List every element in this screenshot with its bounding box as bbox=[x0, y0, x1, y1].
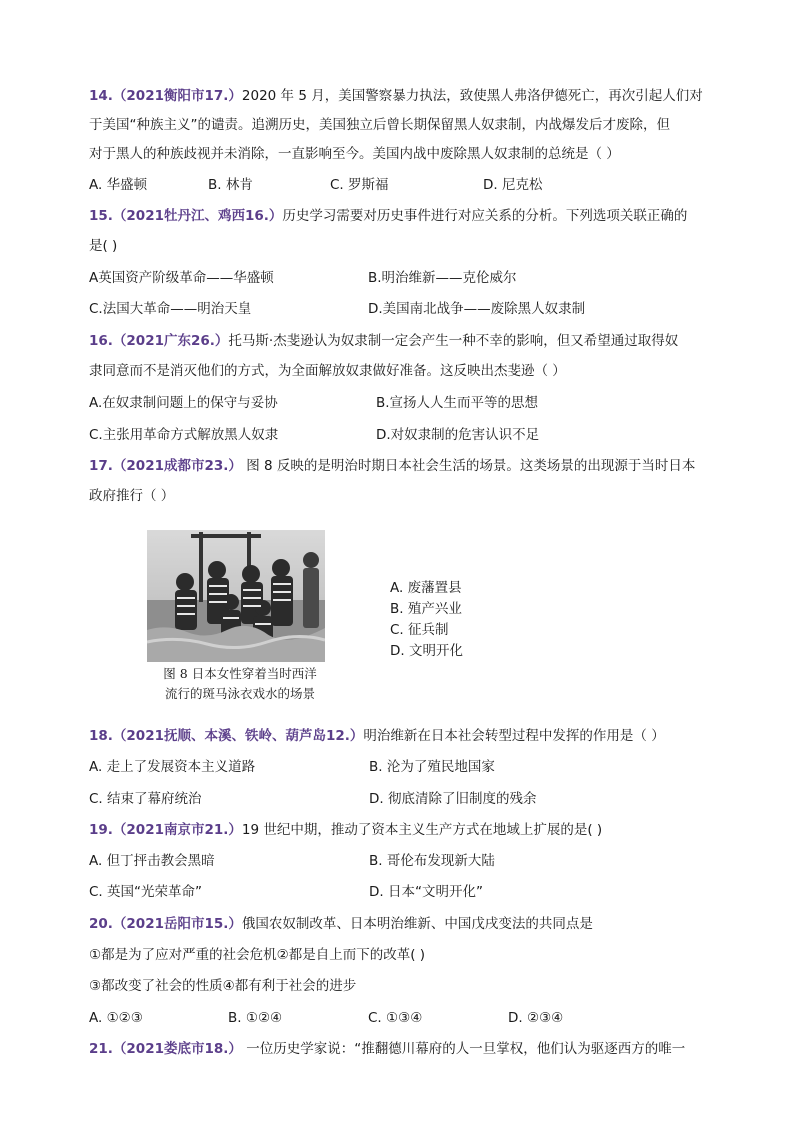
historical-photo-icon bbox=[147, 530, 325, 662]
q18-source: 18.（2021抚顺、本溪、铁岭、葫芦岛12.） bbox=[89, 728, 364, 744]
q16-source: 16.（2021广东26.） bbox=[89, 333, 229, 349]
q15-option-d[interactable]: D.美国南北战争——废除黑人奴隶制 bbox=[368, 301, 586, 317]
q15-source: 15.（2021牡丹江、鸡西16.） bbox=[89, 208, 283, 224]
q15-option-a[interactable]: A英国资产阶级革命——华盛顿 bbox=[89, 270, 274, 286]
q15-option-b[interactable]: B.明治维新——克伦威尔 bbox=[368, 270, 517, 286]
q17-line2: 政府推行（ ） bbox=[89, 488, 175, 504]
q20-line1: 20.（2021岳阳市15.）俄国农奴制改革、日本明治维新、中国戊戌变法的共同点是 bbox=[89, 916, 593, 932]
q18-option-b[interactable]: B. 沦为了殖民地国家 bbox=[369, 759, 495, 775]
q17-option-d[interactable]: D. 文明开化 bbox=[390, 643, 463, 659]
q19-option-b[interactable]: B. 哥伦布发现新大陆 bbox=[369, 853, 495, 869]
q18-line1: 18.（2021抚顺、本溪、铁岭、葫芦岛12.）明治维新在日本社会转型过程中发挥的作用是（ ） bbox=[89, 728, 665, 744]
q20-source: 20.（2021岳阳市15.） bbox=[89, 916, 242, 932]
q18-option-c[interactable]: C. 结束了幕府统治 bbox=[89, 791, 202, 807]
q19-line1: 19.（2021南京市21.）19 世纪中期，推动了资本主义生产方式在地域上扩展的是( ) bbox=[89, 822, 603, 838]
q15-option-c[interactable]: C.法国大革命——明治天皇 bbox=[89, 301, 252, 317]
q17-line1: 17.（2021成都市23.） 图 8 反映的是明治时期日本社会生活的场景。这类场景的出现源于当时日本 bbox=[89, 458, 696, 474]
q16-option-c[interactable]: C.主张用革命方式解放黑人奴隶 bbox=[89, 427, 279, 443]
q17-option-c[interactable]: C. 征兵制 bbox=[390, 622, 449, 638]
q20-option-b[interactable]: B. ①②④ bbox=[228, 1010, 283, 1026]
q20-option-d[interactable]: D. ②③④ bbox=[508, 1010, 564, 1026]
q20-line2: ①都是为了应对严重的社会危机②都是自上而下的改革( ) bbox=[89, 947, 426, 963]
q19-option-a[interactable]: A. 但丁抨击教会黑暗 bbox=[89, 853, 215, 869]
q19-option-d[interactable]: D. 日本“文明开化” bbox=[369, 884, 483, 900]
q19-source: 19.（2021南京市21.） bbox=[89, 822, 242, 838]
q17-source: 17.（2021成都市23.） bbox=[89, 458, 242, 474]
q14-line2: 于美国“种族主义”的谴责。追溯历史，美国独立后曾长期保留黑人奴隶制，内战爆发后才废除，但 bbox=[89, 117, 670, 133]
q16-option-b[interactable]: B.宣扬人人生而平等的思想 bbox=[376, 395, 539, 411]
q15-line2: 是( ) bbox=[89, 238, 118, 254]
q20-option-a[interactable]: A. ①②③ bbox=[89, 1010, 143, 1026]
figure-8-photo bbox=[147, 530, 325, 662]
q18-option-d[interactable]: D. 彻底清除了旧制度的残余 bbox=[369, 791, 537, 807]
q16-option-d[interactable]: D.对奴隶制的危害认识不足 bbox=[376, 427, 540, 443]
q14-line3: 对于黑人的种族歧视并未消除，一直影响至今。美国内战中废除黑人奴隶制的总统是（ ） bbox=[89, 146, 620, 162]
q16-option-a[interactable]: A.在奴隶制问题上的保守与妥协 bbox=[89, 395, 278, 411]
q14-source: 14.（2021衡阳市17.） bbox=[89, 88, 242, 104]
q17-option-b[interactable]: B. 殖产兴业 bbox=[390, 601, 462, 617]
q14-line1: 14.（2021衡阳市17.）2020 年 5 月，美国警察暴力执法，致使黑人弗洛伊德死亡，再次引起人们对 bbox=[89, 88, 703, 104]
q14-option-a[interactable]: A. 华盛顿 bbox=[89, 177, 148, 193]
q21-source: 21.（2021娄底市18.） bbox=[89, 1041, 242, 1057]
q16-line1: 16.（2021广东26.）托马斯·杰斐逊认为奴隶制一定会产生一种不幸的影响，但又希望通过取得奴 bbox=[89, 333, 679, 349]
q14-option-c[interactable]: C. 罗斯福 bbox=[330, 177, 389, 193]
q14-option-b[interactable]: B. 林肯 bbox=[208, 177, 253, 193]
q17-option-a[interactable]: A. 废藩置县 bbox=[390, 580, 462, 596]
q18-option-a[interactable]: A. 走上了发展资本主义道路 bbox=[89, 759, 256, 775]
q15-line1: 15.（2021牡丹江、鸡西16.）历史学习需要对历史事件进行对应关系的分析。下列选项关联正确的 bbox=[89, 208, 688, 224]
q20-option-c[interactable]: C. ①③④ bbox=[368, 1010, 423, 1026]
q20-line3: ③都改变了社会的性质④都有利于社会的进步 bbox=[89, 978, 357, 994]
figure-caption: 图 8 日本女性穿着当时西洋 流行的斑马泳衣戏水的场景 bbox=[163, 666, 317, 701]
q14-option-d[interactable]: D. 尼克松 bbox=[483, 177, 543, 193]
q21-line1: 21.（2021娄底市18.） 一位历史学家说：“推翻德川幕府的人一旦掌权，他们认为驱逐西方的唯一 bbox=[89, 1041, 686, 1057]
q16-line2: 隶同意而不是消灭他们的方式，为全面解放奴隶做好准备。这反映出杰斐逊（ ） bbox=[89, 363, 566, 379]
q19-option-c[interactable]: C. 英国“光荣革命” bbox=[89, 884, 202, 900]
